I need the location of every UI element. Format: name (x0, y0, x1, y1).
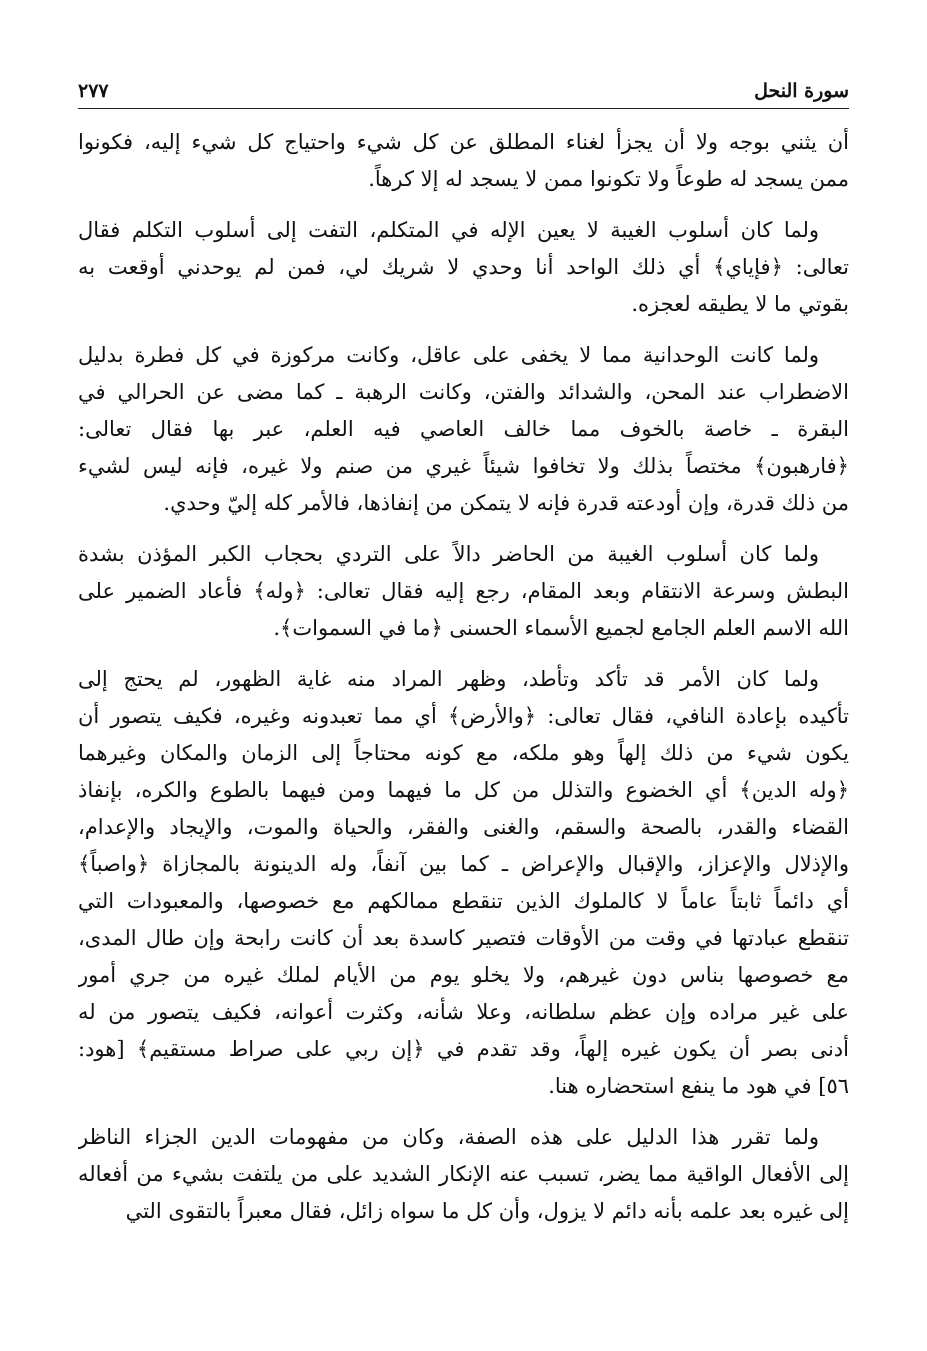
text-line: تأكيده بإعادة النافي، فقال تعالى: ﴿والأرض﴾ أي مما تعبدونه وغيره، فكيف يتصور أن (78, 704, 849, 728)
text-line: ولما تقرر هذا الدليل على هذه الصفة، وكان من مفهومات الدين الجزاء الناظر (78, 1125, 819, 1149)
text-line: الاضطراب عند المحن، والشدائد والفتن، وكانت الرهبة ـ كما مضى عن الحرالي في (78, 380, 849, 404)
text-line: ولما كان أسلوب الغيبة من الحاضر دالاً على التردي بحجاب الكبر المؤذن بشدة (78, 542, 819, 566)
text-line: القضاء والقدر، بالصحة والسقم، والغنى والفقر، والحياة والموت، والإيجاد والإعدام، (78, 815, 849, 839)
paragraph (78, 1119, 849, 1230)
paragraph (78, 212, 849, 323)
text-line: مع خصوصها بناس دون غيرهم، ولا يخلو يوم من الأيام لملك غيره من جري أمور (78, 963, 849, 987)
text-line: البقرة ـ خاصة بالخوف مما خالف العاصي فيه العلم، عبر بها فقال تعالى: (78, 417, 849, 441)
text-line: ولما كانت الوحدانية مما لا يخفى على عاقل، وكانت مركوزة في كل فطرة بدليل (78, 343, 819, 367)
text-line: من ذلك قدرة، وإن أودعته قدرة فإنه لا يتمكن من إنفاذها، فالأمر كله إليّ وحدي. (163, 491, 849, 515)
page-body-text (78, 124, 849, 1331)
paragraph (78, 661, 849, 1105)
text-line: إلى الأفعال الواقية مما يضر، تسبب عنه الإنكار الشديد على من يلتفت بشيء من أفعاله (78, 1162, 849, 1186)
text-line: تنقطع عبادتها في وقت من الأوقات فتصير كاسدة بعد أن كانت رابحة وإن طال المدى، (78, 926, 849, 950)
text-line: والإذلال والإعزاز، والإقبال والإعراض ـ كما بين آنفاً، وله الدينونة بالمجازاة ﴿واصباً﴾ (78, 852, 849, 876)
text-line: ممن يسجد له طوعاً ولا تكونوا ممن لا يسجد له إلا كرهاً. (368, 167, 849, 191)
text-line: ﴿فارهبون﴾ مختصاً بذلك ولا تخافوا شيئاً غيري من صنم ولا غيره، فإنه ليس لشيء (78, 454, 849, 478)
text-line: أي دائماً ثابتاً عاماً لا كالملوك الذين تنقطع ممالكهم مع خصوصها، والمعبودات التي (78, 889, 849, 913)
text-line: تعالى: ﴿فإياي﴾ أي ذلك الواحد أنا وحدي لا شريك لي، فمن لم يوحدني أوقعت به (78, 255, 849, 279)
page-number: ٢٧٧ (78, 80, 109, 102)
text-line: أن يثني بوجه ولا أن يجزأ لغناء المطلق عن كل شيء واحتياج كل شيء إليه، فكونوا (78, 130, 849, 154)
paragraph (78, 536, 849, 647)
text-line: ﴿وله الدين﴾ أي الخضوع والتذلل من كل ما فيهما ومن فيهما بالطوع والكره، بإنفاذ (78, 778, 849, 802)
text-line: ولما كان أسلوب الغيبة لا يعين الإله في المتكلم، التفت إلى أسلوب التكلم فقال (78, 218, 819, 242)
text-line: أدنى بصر أن يكون غيره إلهاً، وقد تقدم في ﴿إن ربي على صراط مستقيم﴾ [هود: (78, 1037, 849, 1061)
text-line: البطش وسرعة الانتقام وبعد المقام، رجع إليه فقال تعالى: ﴿وله﴾ فأعاد الضمير على (78, 579, 849, 603)
running-header (78, 72, 849, 109)
paragraph (78, 337, 849, 522)
text-line: إلى غيره بعد علمه بأنه دائم لا يزول، وأن كل ما سواه زائل، فقال معبراً بالتقوى التي (125, 1199, 849, 1223)
text-line: يكون شيء من ذلك إلهاً وهو ملكه، مع كونه محتاجاً إلى الزمان والمكان وغيرهما (78, 741, 849, 765)
text-line: الله الاسم العلم الجامع لجميع الأسماء الحسنى ﴿ما في السموات﴾. (273, 616, 849, 640)
text-line: على غير مراده وإن عظم سلطانه، وعلا شأنه، وكثرت أعوانه، فكيف يتصور من له (78, 1000, 849, 1024)
paragraph (78, 124, 849, 198)
text-line: ٥٦] في هود ما ينفع استحضاره هنا. (548, 1074, 849, 1098)
text-line: ولما كان الأمر قد تأكد وتأطد، وظهر المراد منه غاية الظهور، لم يحتج إلى (78, 667, 819, 691)
text-line: بقوتي ما لا يطيقه لعجزه. (631, 292, 849, 316)
surah-name: سورة النحل (754, 80, 849, 102)
